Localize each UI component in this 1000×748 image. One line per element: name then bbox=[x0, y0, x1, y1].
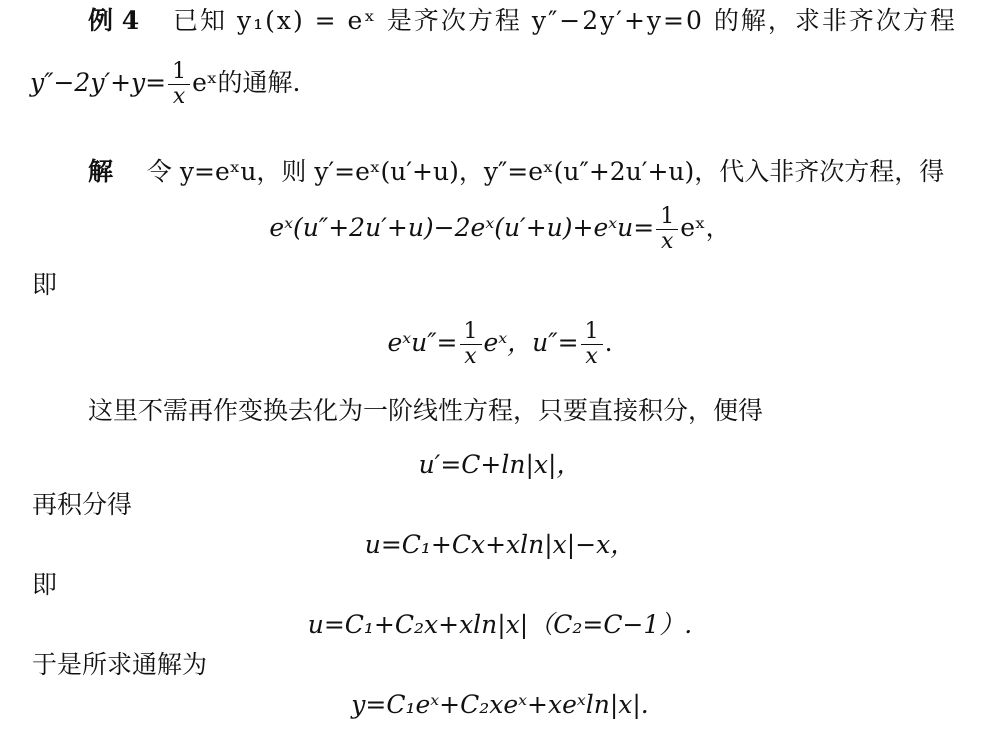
general-solution-equation: y=C₁eˣ+C₂xeˣ+xeˣln|x|. bbox=[351, 690, 649, 719]
fraction-numerator: 1 bbox=[168, 60, 190, 85]
example-statement-line1 bbox=[88, 6, 957, 36]
fraction-numerator: 1 bbox=[581, 320, 603, 345]
example-fraction bbox=[168, 60, 190, 109]
equation-3: u′=C+ln|x|， bbox=[418, 450, 582, 479]
ji-label-2: 即 bbox=[32, 570, 58, 599]
example-text-line1: 已知 y₁(x) = eˣ 是齐次方程 y″−2y′+y=0 的解，求非齐次方程 bbox=[173, 6, 957, 35]
equation-2 bbox=[0, 320, 1000, 369]
example-statement-line2 bbox=[30, 60, 300, 109]
conclusion-label: 于是所求通解为 bbox=[32, 650, 208, 679]
explanation-paragraph: 这里不需再作变换去化为一阶线性方程，只要直接积分，便得 bbox=[88, 396, 764, 425]
solution-intro-text: 令 y=eˣu，则 y′=eˣ(u′+u)，y″=eˣ(u″+2u′+u)，代入非齐次方程，得 bbox=[146, 157, 945, 186]
equation-2-fraction-2 bbox=[581, 320, 603, 369]
solution-label: 解 bbox=[88, 157, 114, 186]
equation-2-fraction-1 bbox=[460, 320, 482, 369]
fraction-denominator: x bbox=[464, 344, 477, 369]
equation-1-tail: eˣ， bbox=[680, 213, 731, 242]
equation-1-lhs: eˣ(u″+2u′+u)−2eˣ(u′+u)+eˣu= bbox=[269, 213, 655, 242]
fraction-denominator: x bbox=[660, 229, 674, 254]
equation-2-part1: eˣu″= bbox=[387, 328, 458, 357]
example-label: 例 4 bbox=[88, 6, 140, 35]
equation-1-fraction bbox=[656, 205, 678, 254]
fraction-denominator: x bbox=[172, 84, 186, 109]
ji-label-1: 即 bbox=[32, 270, 58, 299]
integrate-again-label: 再积分得 bbox=[32, 490, 133, 519]
equation-1 bbox=[0, 205, 1000, 254]
fraction-denominator: x bbox=[585, 344, 598, 369]
fraction-numerator: 1 bbox=[460, 320, 482, 345]
solution-intro-line bbox=[88, 157, 944, 187]
equation-2-tail: . bbox=[604, 328, 613, 357]
example-equation-lhs: y″−2y′+y= bbox=[30, 68, 167, 97]
equation-2-part2: eˣ，u″= bbox=[483, 328, 579, 357]
fraction-numerator: 1 bbox=[656, 205, 678, 230]
equation-5: u=C₁+C₂x+xln|x|（C₂=C−1）. bbox=[307, 610, 693, 639]
example-text-line2-tail: eˣ的通解. bbox=[192, 68, 301, 97]
equation-4: u=C₁+Cx+xln|x|−x， bbox=[364, 530, 636, 559]
